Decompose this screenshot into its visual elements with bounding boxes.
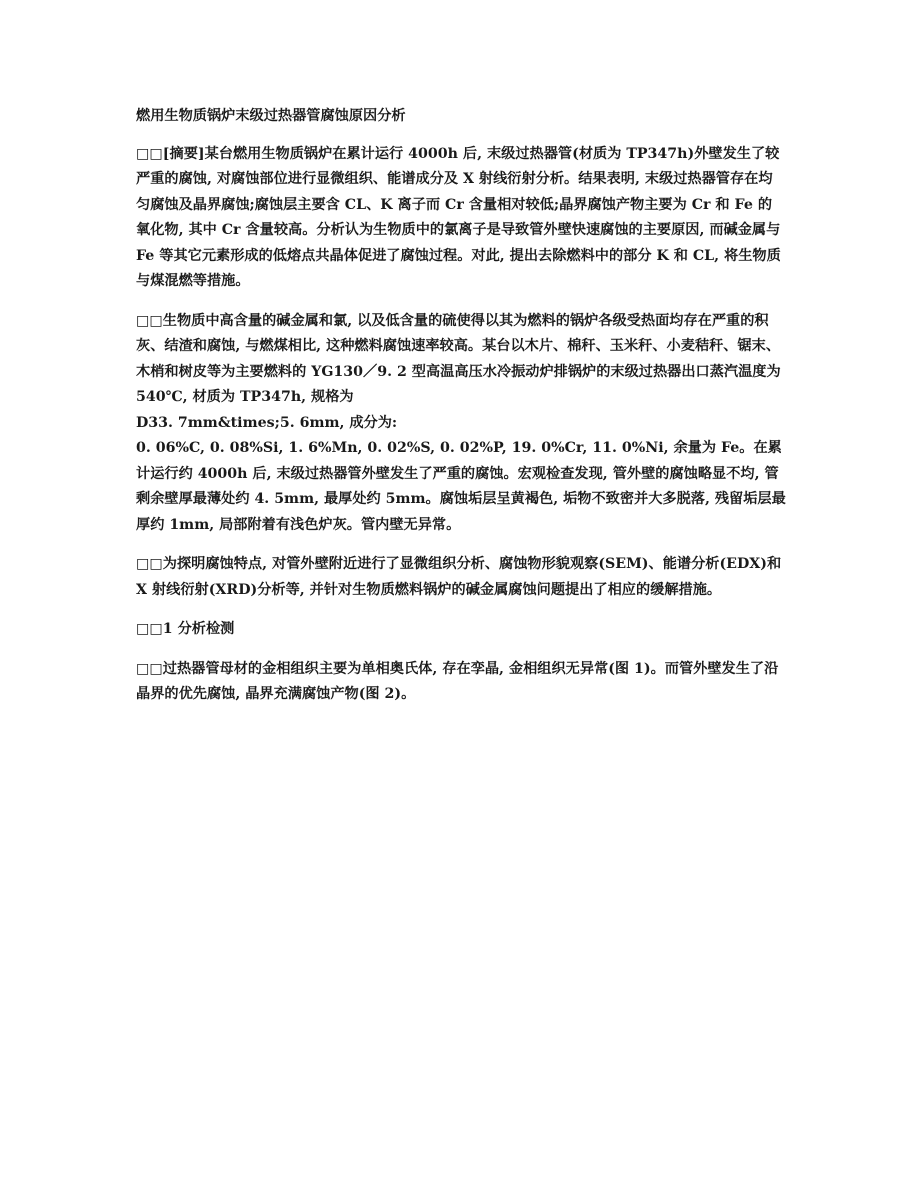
body-paragraph-purpose: □□为探明腐蚀特点, 对管外壁附近进行了显微组织分析、腐蚀物形貌观察(SEM)、能谱分析(EDX)和 X 射线衍射(XRD)分析等, 并针对生物质燃料锅炉的碱金属腐蚀问题提出了相应的缓解措施。: [136, 556, 787, 598]
body-paragraph-metallography: □□过热器管母材的金相组织主要为单相奥氏体, 存在孪晶, 金相组织无异常(图 1)。而管外壁发生了沿晶界的优先腐蚀, 晶界充满腐蚀产物(图 2)。: [136, 660, 779, 702]
section-heading-analysis: □□1 分析检测: [136, 621, 235, 637]
body-paragraph-intro: □□生物质中高含量的碱金属和氯, 以及低含量的硫使得以其为燃料的锅炉各级受热面均存在严重的积灰、结渣和腐蚀, 与燃煤相比, 这种燃料腐蚀速率较高。某台以木片、棉秆、玉米秆、小麦秸秆、锯末、木梢和树皮等为主要燃料的 YG130／9. 2 型高温高压水冷振动炉排锅炉的末级过热器出口蒸汽温度为 540℃, 材质为 TP347h, 规格为 D33. 7mm&times;5. 6mm, 成分为: 0. 06%C, 0. 08%Si, 1. 6%Mn, 0. 02%S, 0. 02%P, 19. 0%Cr, 11. 0%Ni, 余量为 Fe。在累计运行约 4000h 后, 末级过热器管外壁发生了严重的腐蚀。宏观检查发现, 管外壁的腐蚀略显不均, 管剩余壁厚最薄处约 4. 5mm, 最厚处约 5mm。腐蚀垢层呈黄褐色, 垢物不致密并大多脱落, 残留垢层最厚约 1mm, 局部附着有浅色炉灰。管内壁无异常。: [136, 312, 786, 533]
document-page: [136, 104, 786, 722]
abstract-paragraph: □□[摘要]某台燃用生物质锅炉在累计运行 4000h 后, 末级过热器管(材质为 TP347h)外壁发生了较严重的腐蚀, 对腐蚀部位进行显微组织、能谱成分及 X 射线衍射分析。结果表明, 末级过热器管存在均匀腐蚀及晶界腐蚀;腐蚀层主要含 CL、K 离子而 Cr 含量相对较低;晶界腐蚀产物主要为 Cr 和 Fe 的氧化物, 其中 Cr 含量较高。分析认为生物质中的氯离子是导致管外壁快速腐蚀的主要原因, 而碱金属与 Fe 等其它元素形成的低熔点共晶体促进了腐蚀过程。对此, 提出去除燃料中的部分 K 和 CL, 将生物质与煤混燃等措施。: [136, 145, 786, 289]
document-title: 燃用生物质锅炉末级过热器管腐蚀原因分析: [136, 108, 406, 124]
